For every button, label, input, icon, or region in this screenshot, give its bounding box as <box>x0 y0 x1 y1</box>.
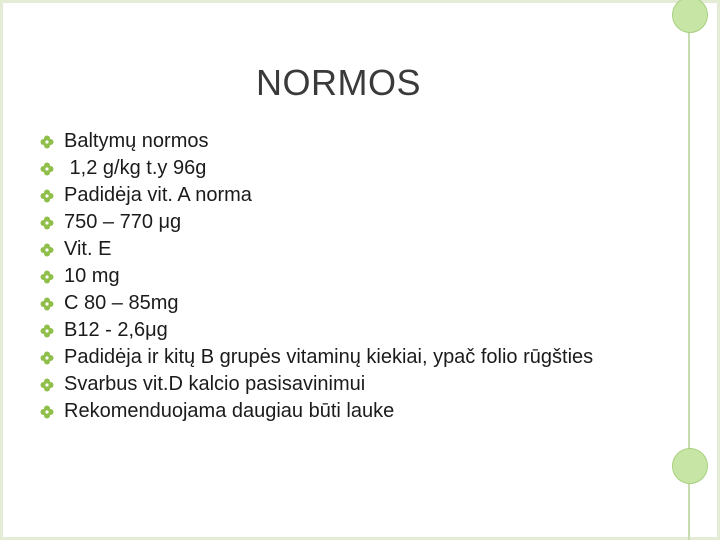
flower-bullet-icon <box>40 405 54 419</box>
list-item <box>40 209 680 236</box>
flower-bullet-icon <box>40 324 54 338</box>
list-item <box>40 236 680 263</box>
list-item <box>40 317 680 344</box>
list-item-text: 750 – 770 μg <box>64 211 182 233</box>
list-item-text: Vit. E <box>64 238 112 260</box>
flower-bullet-icon <box>40 297 54 311</box>
list-item-text: 1,2 g/kg t.y 96g <box>64 157 207 179</box>
bullet-list <box>40 128 680 425</box>
flower-bullet-icon <box>40 378 54 392</box>
decor-circle-bottom <box>672 448 708 484</box>
flower-bullet-icon <box>40 270 54 284</box>
flower-bullet-icon <box>40 162 54 176</box>
list-item <box>40 290 680 317</box>
flower-bullet-icon <box>40 135 54 149</box>
list-item-text: Baltymų normos <box>64 130 209 152</box>
list-item-text: Svarbus vit.D kalcio pasisavinimui <box>64 373 366 395</box>
list-item-text: Padidėja ir kitų B grupės vitaminų kiekiai, ypač folio rūgšties <box>64 346 594 368</box>
list-item <box>40 371 680 398</box>
list-item <box>40 155 680 182</box>
list-item <box>40 128 680 155</box>
slide-title: NORMOS <box>256 62 421 103</box>
list-item <box>40 344 680 371</box>
list-item <box>40 263 680 290</box>
list-item-text: 10 mg <box>64 265 120 287</box>
list-item <box>40 182 680 209</box>
flower-bullet-icon <box>40 243 54 257</box>
list-item-text: Padidėja vit. A norma <box>64 184 252 206</box>
list-item-text: C 80 – 85mg <box>64 292 179 314</box>
flower-bullet-icon <box>40 351 54 365</box>
flower-bullet-icon <box>40 216 54 230</box>
list-item-text: Rekomenduojama daugiau būti lauke <box>64 400 395 422</box>
list-item <box>40 398 680 425</box>
list-item-text: B12 - 2,6μg <box>64 319 168 341</box>
flower-bullet-icon <box>40 189 54 203</box>
